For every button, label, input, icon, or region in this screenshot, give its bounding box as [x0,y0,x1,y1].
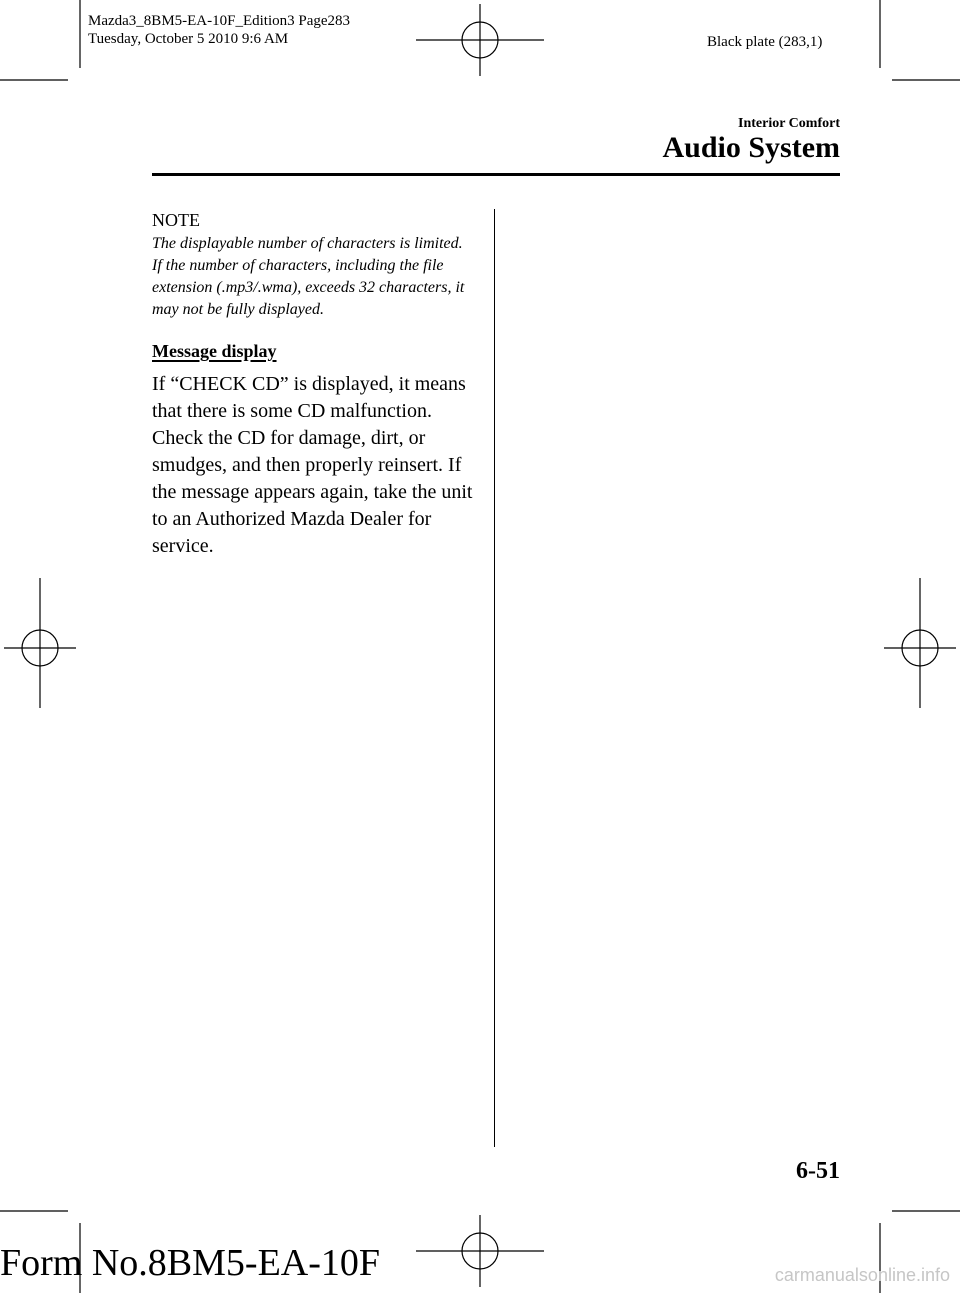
header-rule [152,173,840,176]
chapter-title: Audio System [662,131,840,164]
message-display-heading: Message display [152,341,277,361]
note-heading: NOTE [152,210,200,230]
registration-target-bottom [416,1215,544,1287]
watermark: carmanualsonline.info [774,1265,950,1285]
plate-label: Black plate (283,1) [707,34,823,50]
registration-target-right [884,578,956,708]
left-column [152,210,474,560]
page-number: 6-51 [796,1158,840,1184]
registration-target-top [416,4,544,76]
print-info [88,12,350,48]
column-divider [494,209,495,1147]
section-label: Interior Comfort [738,116,840,131]
message-display-text: If “CHECK CD” is displayed, it means that there is some CD malfunction. Check the CD for damage, dirt, or smudges, and then properly reinsert. If the message appears again, take the unit to an Authorized Mazda Dealer for service. [152,373,473,557]
registration-target-left [4,578,76,708]
note-text: The displayable number of characters is limited. If the number of characters, including the file extension (.mp3/.wma), exceeds 32 characters, it may not be fully displayed. [152,235,465,318]
print-date-line: Tuesday, October 5 2010 9:6 AM [88,31,289,47]
print-file-line: Mazda3_8BM5-EA-10F_Edition3 Page283 [88,13,351,29]
form-number: Form No.8BM5-EA-10F [0,1242,381,1284]
